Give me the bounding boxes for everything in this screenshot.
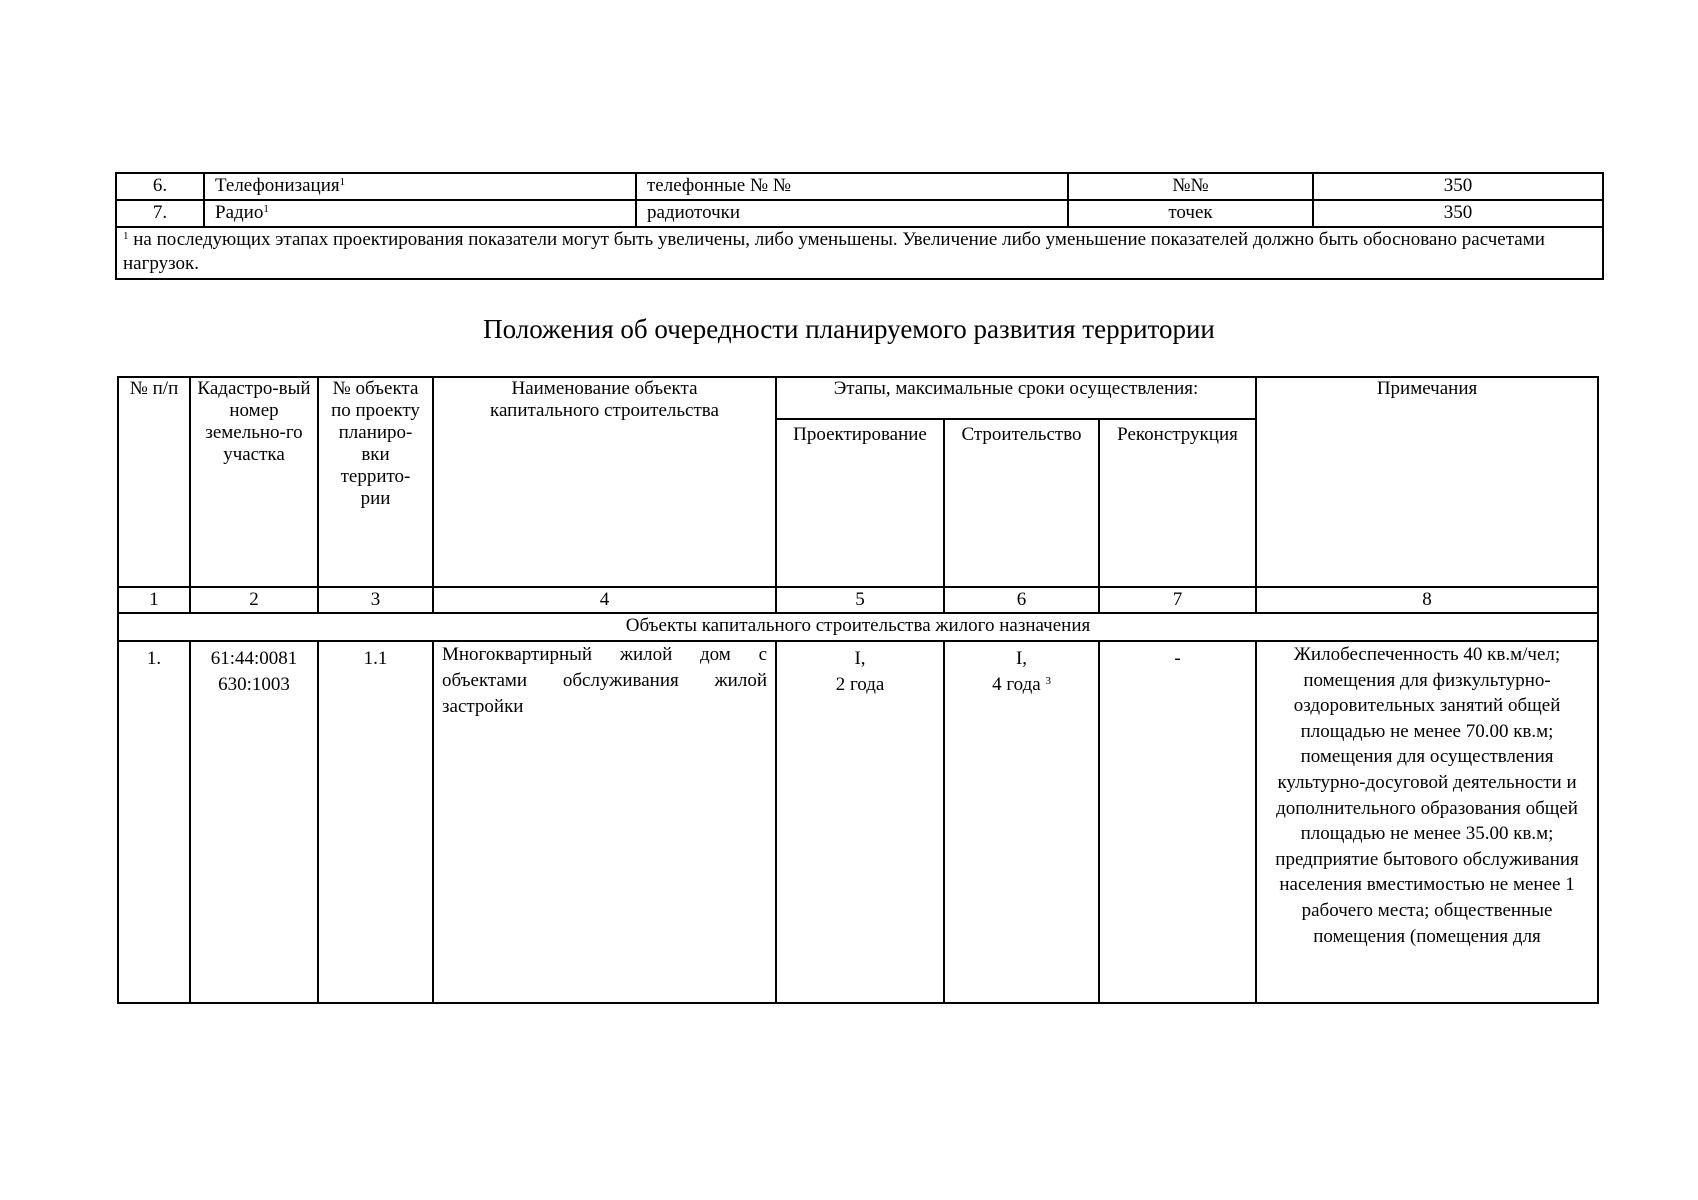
column-numbers-row — [118, 587, 1598, 613]
column-number: 2 — [190, 587, 318, 613]
cadastral-number-line: 630:1003 — [218, 674, 290, 695]
footnote-row — [116, 227, 1603, 279]
row-number: 6. — [116, 173, 204, 200]
footnote-cell — [116, 227, 1603, 279]
cadastral-number — [190, 641, 318, 1003]
object-name: Многоквартирный жилой дом с объектами обслуживания жилой застройки — [433, 641, 776, 1003]
header-design: Проектирование — [776, 419, 944, 587]
unit-description: телефонные № № — [636, 173, 1068, 200]
header-row — [118, 377, 1598, 419]
design-stage — [776, 641, 944, 1003]
indicator-name-text: Радио — [215, 202, 264, 223]
header-cadastral-number: Кадастро-вый номер земельно-го участка — [190, 377, 318, 587]
header-notes: Примечания — [1256, 377, 1598, 587]
header-construction: Строительство — [944, 419, 1099, 587]
column-number: 6 — [944, 587, 1099, 613]
section-title: Положения об очередности планируемого развития территории — [483, 314, 1215, 344]
value: 350 — [1313, 173, 1603, 200]
header-object-number: № объекта по проекту планиро-вки террито-рии — [318, 377, 433, 587]
stage-number: I, — [854, 648, 866, 669]
table-row — [116, 173, 1603, 200]
construction-stage — [944, 641, 1099, 1003]
section-label-row — [118, 613, 1598, 641]
column-number: 3 — [318, 587, 433, 613]
column-number: 1 — [118, 587, 190, 613]
footnote-mark: 1 — [339, 176, 346, 188]
column-number: 4 — [433, 587, 776, 613]
column-number: 7 — [1099, 587, 1256, 613]
object-number: 1.1 — [318, 641, 433, 1003]
column-number: 8 — [1256, 587, 1598, 613]
row-number: 1. — [118, 641, 190, 1003]
stage-duration-wrap — [948, 672, 1095, 698]
development-stages-table — [117, 376, 1599, 1004]
cadastral-number-line: 61:44:0081 — [210, 648, 298, 669]
reconstruction-stage: - — [1099, 641, 1256, 1003]
table-row — [116, 200, 1603, 227]
notes: Жилобеспеченность 40 кв.м/чел; помещения для физкультурно-оздоровительных занятий общей площадью не менее 70.00 кв.м; помещения для осуществления культурно-досуговой деятельности и дополнительного образования общей площадью не менее 35.00 кв.м; предприятие бытового обслуживания населения вместимостью не менее 1 рабочего места; общественные помещения (помещения для — [1256, 641, 1598, 1003]
header-object-name: Наименование объекта капитального строительства — [433, 377, 776, 587]
indicator-name-text: Телефонизация — [215, 175, 340, 196]
stage-duration: 4 года — [992, 674, 1041, 695]
footnote-mark: 3 — [1045, 675, 1051, 687]
header-number: № п/п — [118, 377, 190, 587]
column-number: 5 — [776, 587, 944, 613]
value: 350 — [1313, 200, 1603, 227]
row-number: 7. — [116, 200, 204, 227]
header-stages: Этапы, максимальные сроки осуществления: — [776, 377, 1256, 419]
top-indicators-table — [115, 172, 1604, 280]
stage-number: I, — [1015, 648, 1028, 669]
table-row — [118, 641, 1598, 1003]
unit-description: радиоточки — [636, 200, 1068, 227]
unit: точек — [1068, 200, 1313, 227]
unit: №№ — [1068, 173, 1313, 200]
indicator-name — [204, 173, 636, 200]
stage-duration: 2 года — [835, 674, 885, 695]
footnote-text: на последующих этапах проектирования показатели могут быть увеличены, либо уменьшены. Увеличение либо уменьшение показателей должно быть обосновано расчетами нагрузок. — [123, 229, 1545, 274]
indicator-name — [204, 200, 636, 227]
footnote-mark: 1 — [263, 203, 269, 215]
header-reconstruction: Реконструкция — [1099, 419, 1256, 587]
section-label: Объекты капитального строительства жилого назначения — [118, 613, 1598, 641]
footnote-mark: 1 — [123, 230, 129, 242]
